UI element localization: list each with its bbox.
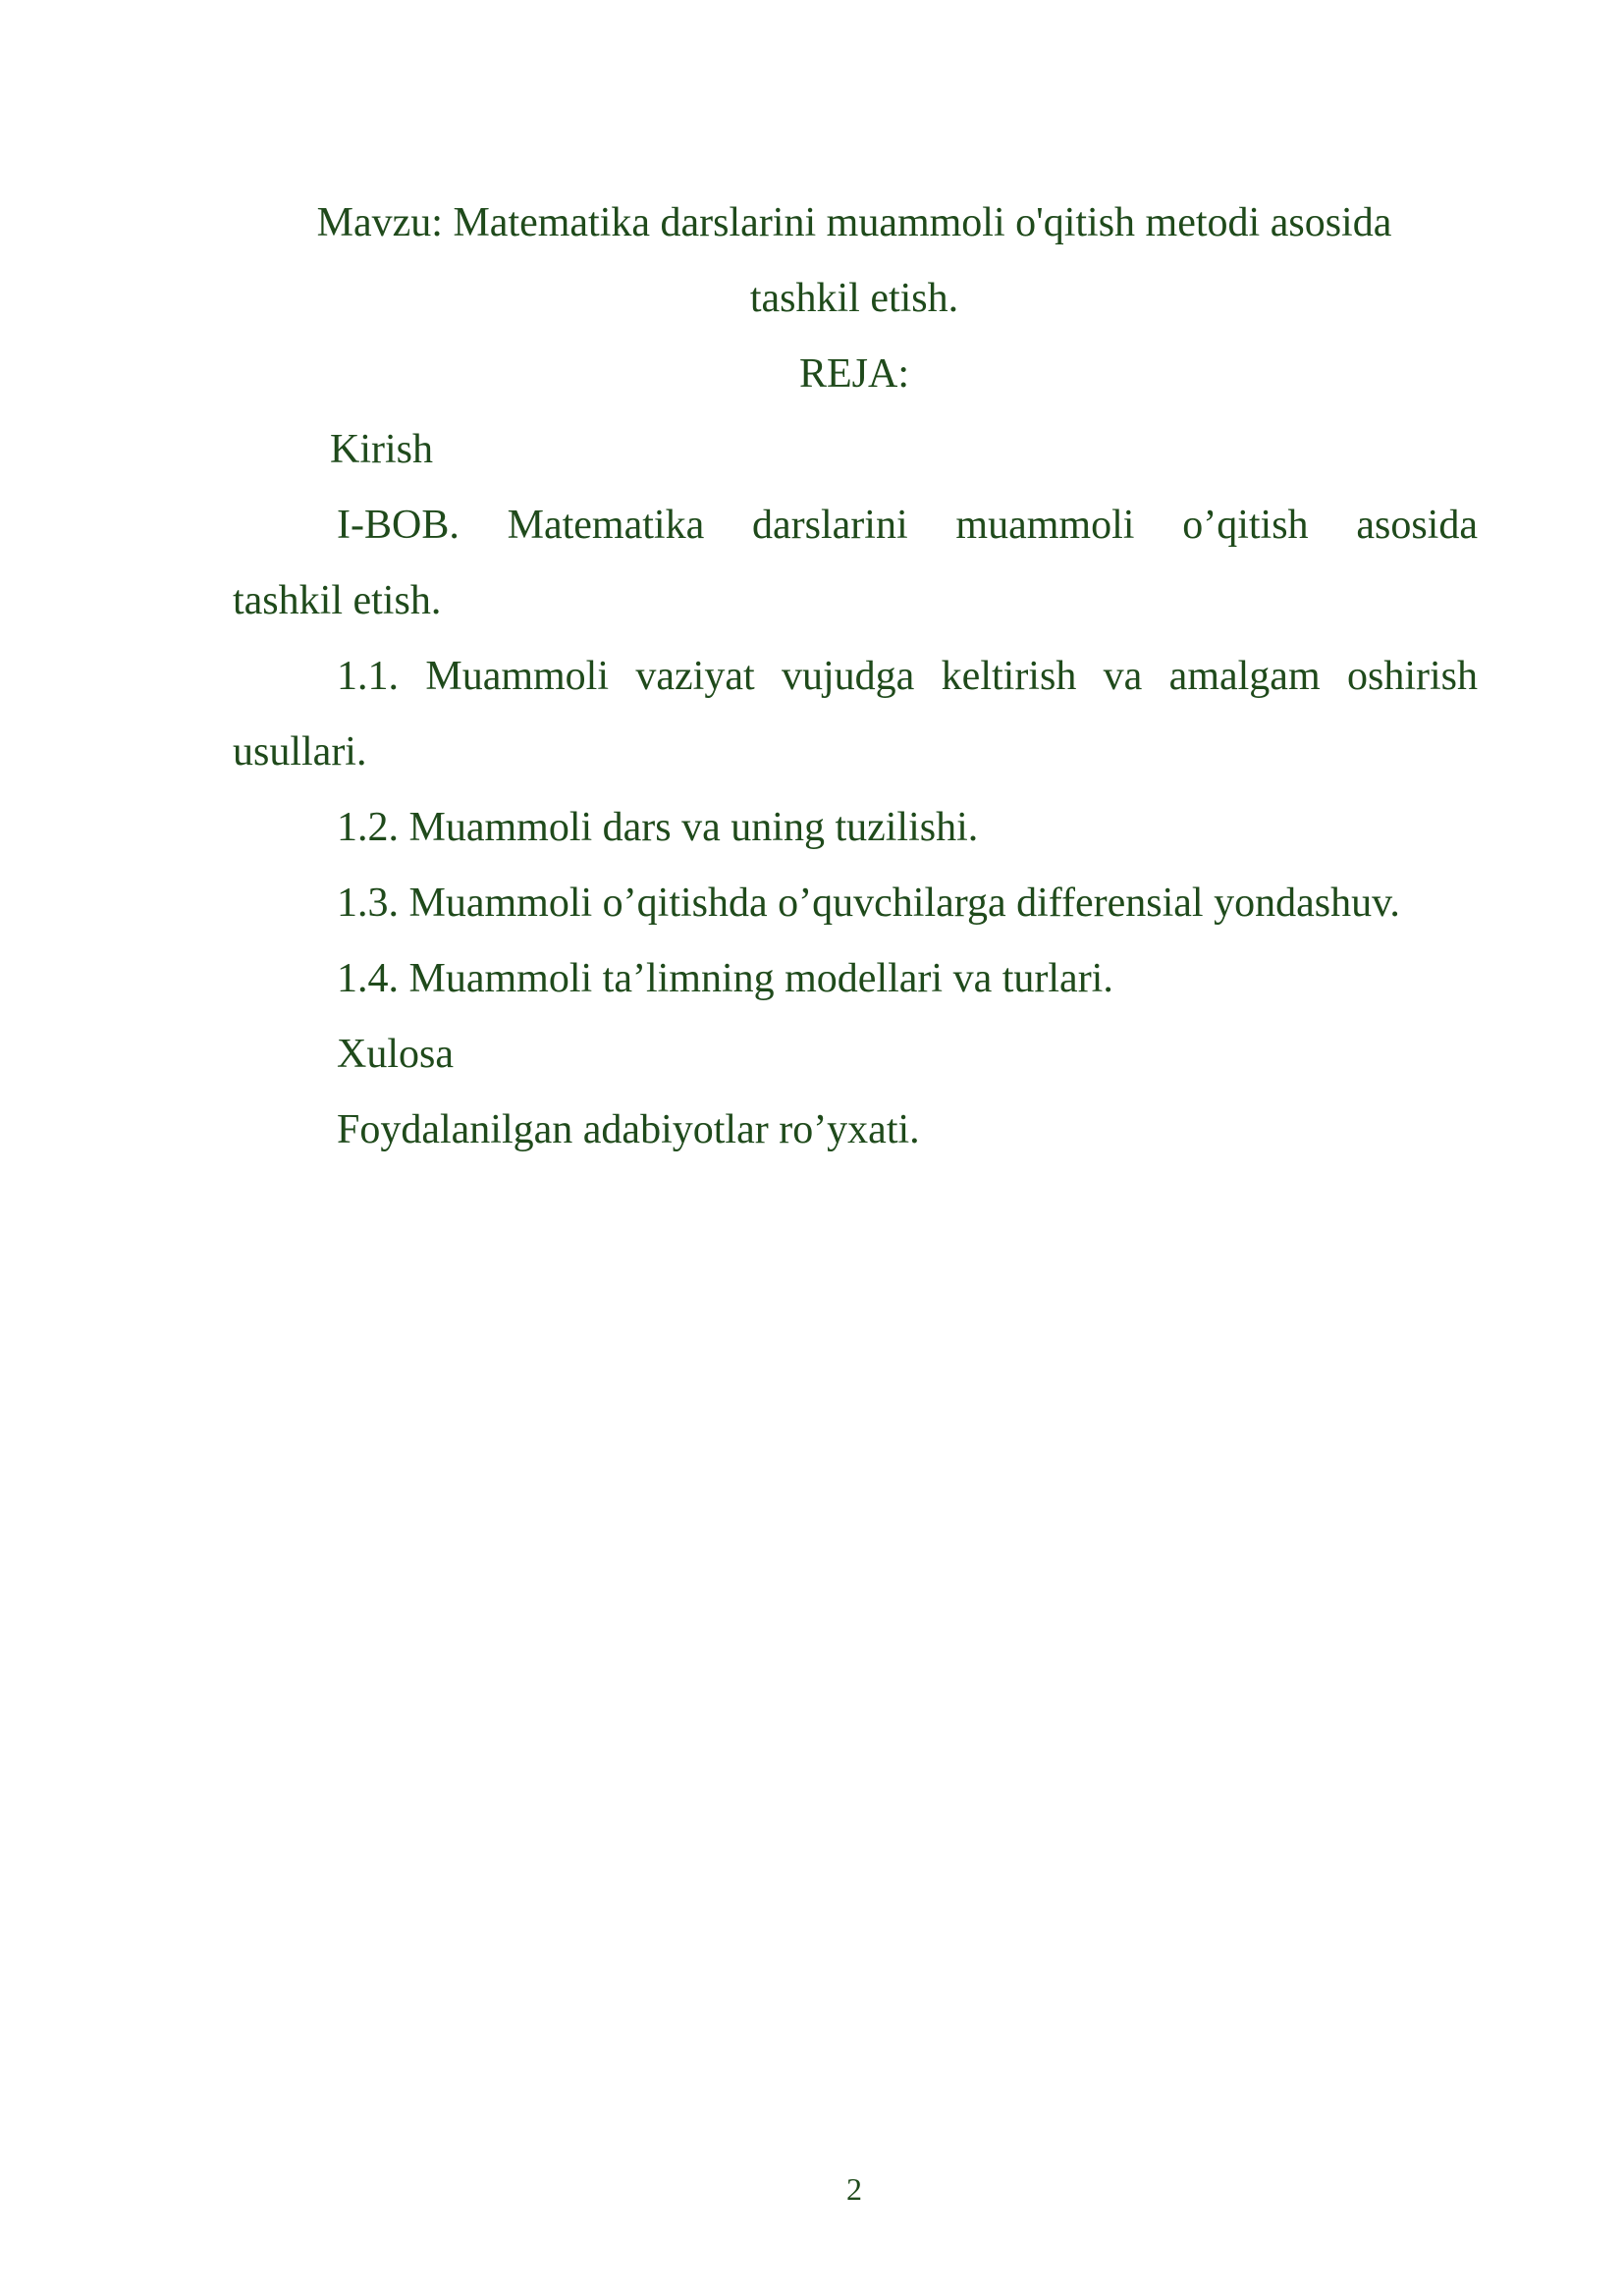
document-title-line-1: Mavzu: Matematika darslarini muammoli o'qitish metodi asosida [316, 200, 1392, 245]
plan-item-chapter-1-line-2: tashkil etish. [233, 578, 442, 623]
plan-item-introduction: Kirish [330, 427, 433, 472]
plan-item-conclusion: Xulosa [337, 1032, 454, 1077]
plan-item-1-4: 1.4. Muammoli ta’limning modellari va turlari. [337, 956, 1113, 1001]
plan-item-1-1-line-1: 1.1. Muammoli vaziyat vujudga keltirish va amalgam oshirish [337, 654, 1478, 699]
plan-item-chapter-1-line-1: I-BOB. Matematika darslarini muammoli o’qitish asosida [337, 503, 1478, 548]
plan-heading: REJA: [798, 351, 909, 397]
document-title-line-2: tashkil etish. [749, 276, 959, 321]
plan-item-1-2: 1.2. Muammoli dars va uning tuzilishi. [337, 805, 979, 850]
page-number: 2 [846, 2171, 862, 2207]
plan-item-1-1-line-2: usullari. [233, 729, 367, 774]
plan-item-references: Foydalanilgan adabiyotlar ro’yxati. [337, 1107, 920, 1152]
plan-item-1-3: 1.3. Muammoli o’qitishda o’quvchilarga differensial yondashuv. [337, 881, 1400, 926]
